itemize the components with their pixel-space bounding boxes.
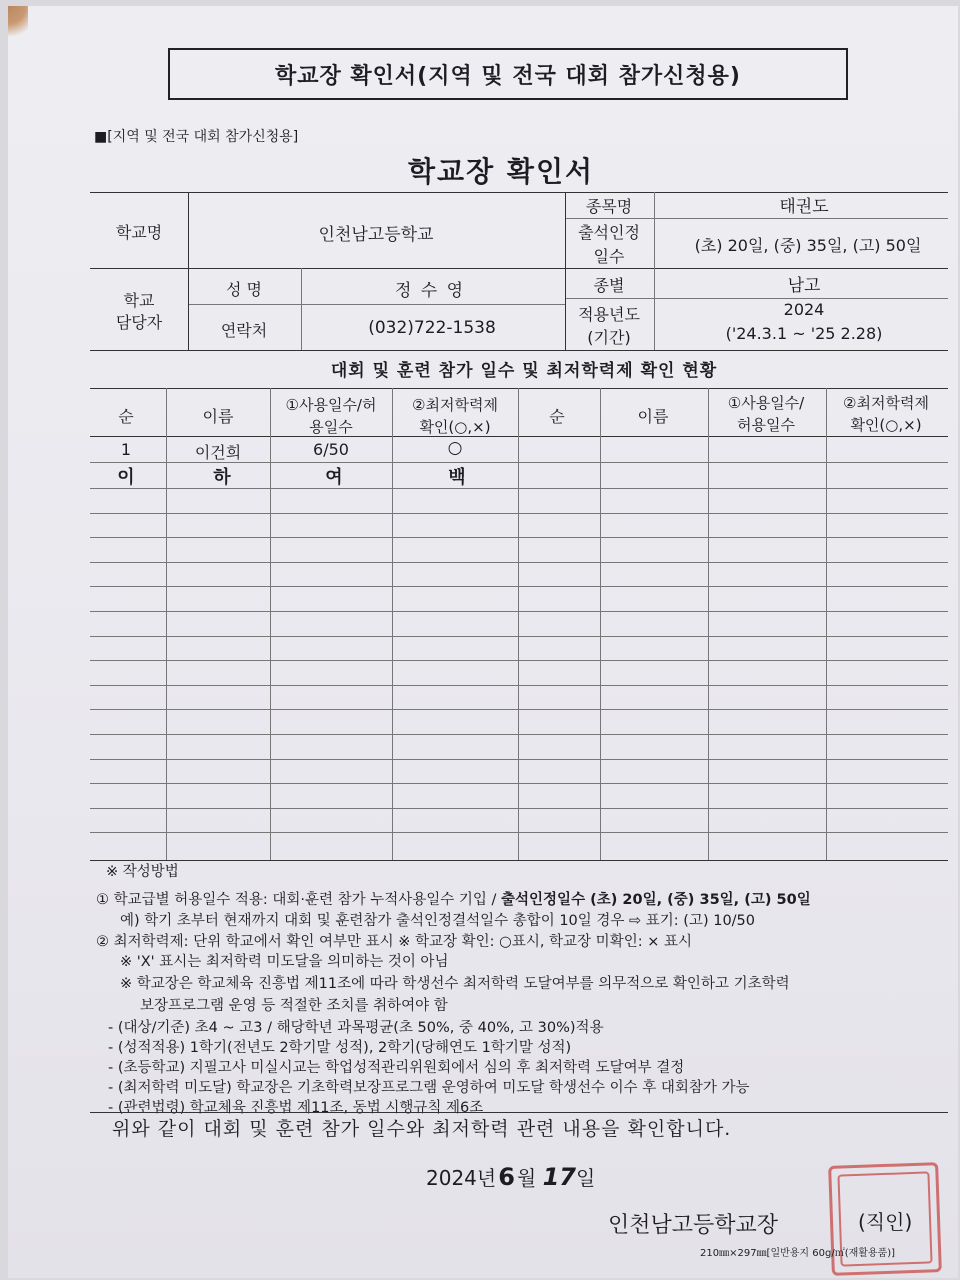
table-row-line: [90, 660, 948, 661]
attend-label-1: 출석인정: [578, 223, 640, 242]
table-column-line: [600, 388, 601, 860]
table-row-line: [90, 562, 948, 563]
manager-label-2: 담당자: [115, 313, 163, 332]
confirm-text: 위와 같이 대회 및 훈련 참가 일수와 최저학력 관련 내용을 확인합니다.: [112, 1118, 732, 1140]
col-days-right-1: ①사용일수/: [727, 394, 805, 412]
note-2-d: 보장프로그램 운영 등 적절한 조치를 취하여야 함: [140, 998, 448, 1014]
seal-label: (직인): [858, 1210, 913, 1234]
table-column-line: [826, 388, 827, 860]
row-2-days: 여: [325, 467, 343, 488]
detail-2: - (성적적용) 1학기(전년도 2학기말 성적), 2학기(당해연도 1학기말 성적): [108, 1040, 572, 1056]
table-row-line: [90, 388, 948, 389]
school-value: 인천남고등학교: [318, 225, 434, 245]
col-check-right-1: ②최저학력제: [843, 394, 929, 412]
col-check-right-2: 확인(○,×): [850, 416, 922, 434]
table-column-line: [166, 388, 167, 860]
row-2-no: 이: [117, 467, 135, 488]
col-name-right: 이름: [637, 407, 669, 426]
attend-label-2: 일수: [593, 247, 625, 266]
col-days-left-1: ①사용일수/허: [285, 396, 377, 414]
table-row-line: [90, 685, 948, 686]
date-line: [426, 1162, 595, 1191]
table-column-line: [518, 388, 519, 860]
doc-title: 학교장 확인서: [408, 155, 595, 188]
year-value: 2024: [783, 300, 825, 319]
table-column-line: [708, 388, 709, 860]
col-no-right: 순: [549, 407, 565, 426]
row-2-name: 하: [213, 467, 231, 488]
name-value: 정 수 영: [394, 281, 466, 301]
detail-1: - (대상/기준) 초4 ~ 고3 / 해당학년 과목평균(초 50%, 중 40%, 고 30%)적용: [108, 1020, 604, 1036]
note-1-example: 예) 학기 초부터 현재까지 대회 및 훈련참가 출석인정결석일수 총합이 10일 경우 ⇨ 표기: (고) 10/50: [120, 913, 756, 929]
contact-value: (032)722-1538: [368, 318, 496, 338]
table-row-line: [90, 808, 948, 809]
detail-4: - (최저학력 미도달) 학교장은 기초학력보장프로그램 운영하여 미도달 학생선수 이수 후 대회참가 가능: [108, 1080, 750, 1096]
table-row-line: [90, 734, 948, 735]
table-row-line: [90, 759, 948, 760]
table-row-line: [90, 436, 948, 437]
col-days-left-2: 용일수: [309, 418, 353, 436]
col-days-right-2: 허용일수: [737, 416, 795, 434]
document-page: [8, 6, 958, 1278]
status-title: 대회 및 훈련 참가 일수 및 최저학력제 확인 현황: [330, 361, 718, 381]
table-row-line: [90, 832, 948, 833]
table-row-line: [90, 709, 948, 710]
school-label: 학교명: [115, 223, 163, 242]
manager-label-1: 학교: [123, 291, 155, 310]
table-row-line: [90, 513, 948, 514]
detail-3: - (초등학교) 지필고사 미실시교는 학업성적관리위원회에서 심의 후 최저학력 도달여부 결정: [108, 1060, 685, 1076]
note-1: ① 학교급별 허용일수 적용: 대회·훈련 참가 누적사용일수 기입 / 출석인정일수 (초) 20일, (중) 35일, (고) 50일: [96, 892, 811, 908]
row-1-check: ○: [447, 438, 463, 458]
date-month: 6: [498, 1163, 515, 1191]
table-row-line: [90, 611, 948, 612]
col-check-left-2: 확인(○,×): [419, 418, 491, 436]
name-label: 성 명: [226, 280, 262, 299]
attend-value: (초) 20일, (중) 35일, (고) 50일: [694, 236, 922, 255]
row-1-name: 이건희: [194, 443, 242, 462]
detail-5: - (관련법령) 학교체육 진흥법 제11조, 동법 시행규칙 제6조: [108, 1100, 484, 1116]
col-check-left-1: ②최저학력제: [412, 396, 498, 414]
table-row-line: [90, 636, 948, 637]
type-value: 남고: [787, 276, 821, 296]
note-2-b: ※ 'X' 표시는 최저학력 미도달을 의미하는 것이 아님: [120, 954, 449, 970]
date-day: 17: [542, 1163, 577, 1191]
year-label-1: 적용년도: [578, 305, 640, 324]
signature: 인천남고등학교장: [608, 1213, 779, 1238]
table-column-line: [270, 388, 271, 860]
period-value: ('24.3.1 ~ '25 2.28): [725, 324, 883, 343]
type-label: 종별: [593, 276, 625, 295]
date-year: 2024년: [426, 1166, 497, 1190]
section-label: ■[지역 및 전국 대회 참가신청용]: [94, 129, 299, 145]
row-1-no: 1: [120, 440, 132, 459]
notes-heading: ※ 작성방법: [106, 864, 179, 880]
row-1-days: 6/50: [313, 440, 349, 459]
finger-shadow: [8, 6, 28, 46]
table-column-line: [392, 388, 393, 860]
note-2-c: ※ 학교장은 학교체육 진흥법 제11조에 따라 학생선수 최저학력 도달여부를 의무적으로 확인하고 기초학력: [120, 976, 790, 992]
year-label-2: (기간): [587, 328, 631, 347]
contact-label: 연락처: [220, 321, 268, 340]
table-row-line: [90, 783, 948, 784]
event-value: 태권도: [779, 197, 829, 217]
row-2-check: 백: [448, 467, 466, 488]
table-row-line: [90, 537, 948, 538]
table-row-line: [90, 860, 948, 861]
date-month-label: 월: [516, 1166, 537, 1190]
col-name-left: 이름: [202, 407, 234, 426]
paper-spec: 210㎜×297㎜[일반용지 60g/㎡(재활용품)]: [700, 1248, 896, 1259]
table-row-line: [90, 586, 948, 587]
date-day-label: 일: [576, 1166, 596, 1190]
outer-title-box: 학교장 확인서(지역 및 전국 대회 참가신청용): [168, 48, 848, 100]
col-no-left: 순: [118, 407, 134, 426]
note-2: ② 최저학력제: 단위 학교에서 확인 여부만 표시 ※ 학교장 확인: ○표시, 학교장 미확인: × 표시: [96, 934, 692, 950]
event-label: 종목명: [585, 197, 633, 216]
